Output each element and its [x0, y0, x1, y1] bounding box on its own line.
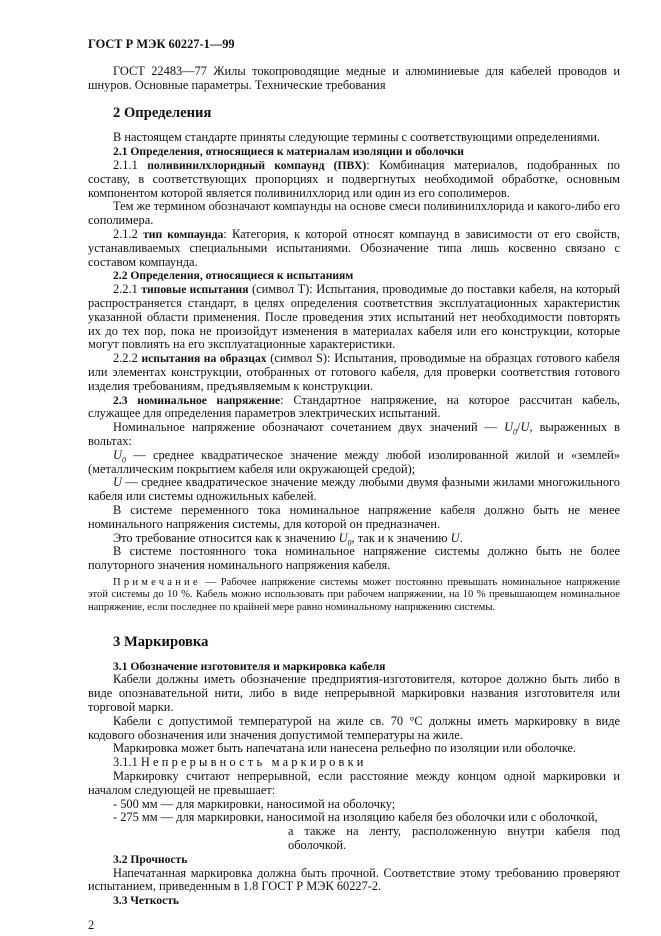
document-page — [88, 0, 620, 932]
p211b: Тем же термином обозначают компаунды на основе смеси поливинилхлорида и какого-либо его сополимера. — [88, 199, 620, 228]
list-item: - 500 мм — для маркировки, наносимой на оболочку; — [113, 796, 396, 811]
definition: (символ S): Испытания, проводимые на образцах готового кабеля или элементах конструкции, отобранных от готового кабеля, для проверки соответствия готового изделия требованиям, предъявляемым к конструкции. — [88, 351, 621, 393]
clause-number: 3.1.1 — [113, 755, 138, 770]
page-number: 2 — [88, 918, 95, 933]
s21-heading: 2.1 Определения, относящиеся к материалам изоляции и оболочки — [113, 145, 464, 159]
s31-p2: Кабели с допустимой температурой на жиле св. 70 °С должны иметь маркировку в виде кодового обозначения или значения допустимой температуры на жиле. — [88, 713, 620, 742]
text: — среднее квадратическое значение между любыми двумя фазными жилами многожильного кабеля или системы одножильных кабелей. — [88, 475, 620, 504]
u0-definition — [88, 449, 620, 477]
s32-text: Напечатанная маркировка должна быть прочной. Соответствие этому требованию проверяют испытанием, приведенным в 1.8 ГОСТ Р МЭК 60227-2. — [88, 865, 620, 894]
note-text: — Рабочее напряжение системы может постоянно превышать номинальное напряжение этой системы до 10 %. Кабель можно использовать при рабочем напряжении, на 10 % превышающем номинальное напряжение, если последнее по крайней мере равно номинальному напряжению системы. — [88, 576, 620, 614]
u-definition — [88, 476, 620, 504]
text: , так и к значению — [351, 530, 451, 545]
symbol-u: U — [113, 475, 122, 490]
text: Номинальное напряжение обозначают сочетанием двух значений — — [113, 420, 505, 435]
list-item: - 275 мм — для маркировки, наносимой на изоляцию кабеля без оболочки или с оболочкой, — [113, 810, 598, 825]
definition: : Стандартное напряжение, на которое рассчитан кабель, служащее для определения параметров электрических испытаний. — [88, 392, 620, 421]
note-label: Примечание — [113, 576, 201, 588]
p221 — [88, 283, 620, 352]
s31-p1: Кабели должны иметь обозначение предприятия-изготовителя, которое должно быть либо в виде опознавательной нити, либо в виде непрерывной маркировки названия изготовителя или торговой марки. — [88, 672, 620, 715]
s2-intro: В настоящем стандарте приняты следующие термины с соответствующими определениями. — [113, 130, 601, 145]
clause-number: 2.1.1 — [113, 157, 138, 172]
definition: : Комбинация материалов, подобранных по составу, в соответствующих пропорциях и подвергнутых необходимой обработке, основным компонентом которой является поливинилхлорид или один из его сополимеров. — [88, 157, 620, 200]
section-2-heading: 2 Определения — [113, 105, 212, 122]
term: тип компаунда — [143, 227, 224, 241]
definition: : Категория, к которой относят компаунд в зависимости от его свойств, устанавливаемых специальными испытаниями. Обозначение типа лишь косвенно связано с составом компаунда. — [88, 226, 620, 269]
p311-text: Маркировку считают непрерывной, если расстояние между концом одной маркировки и началом следующей не превышает: — [88, 769, 620, 797]
dc-paragraph: В системе постоянного тока номинальное напряжение системы должно быть не более полуторного значения номинального напряжения кабеля. — [88, 544, 620, 573]
term: типовые испытания — [141, 283, 249, 297]
symbol-u0: $U_0$ — [113, 447, 126, 465]
clause-number: 2.3 — [113, 393, 128, 407]
p211 — [88, 159, 620, 200]
s22-heading: 2.2 Определения, относящиеся к испытаниям — [113, 269, 354, 283]
p222 — [88, 352, 620, 393]
symbol-u0: $U_0$ — [504, 420, 518, 437]
p23b: Номинальное напряжение обозначают сочетанием двух значений — $U_0/U$, выраженных в вольтах: — [88, 420, 620, 448]
reference-paragraph: ГОСТ 22483—77 Жилы токопроводящие медные и алюминиевые для кабелей проводов и шнуров. Основные параметры. Технические требования — [88, 63, 620, 92]
document-header: ГОСТ Р МЭК 60227-1—99 — [88, 37, 235, 51]
clause-number: 2.2.1 — [113, 282, 138, 297]
symbol-u: U — [450, 530, 460, 545]
s31-p3: Маркировка может быть напечатана или нанесена рельефно по изоляции или оболочке. — [113, 741, 577, 756]
ac-paragraph: В системе переменного тока номинальное напряжение кабеля должно быть не менее номинального напряжения системы, для которой он предназначен. — [88, 502, 620, 531]
text: Это требование относится как к значению — [113, 530, 339, 545]
s31-heading: 3.1 Обозначение изготовителя и маркировка кабеля — [113, 659, 386, 673]
symbol-u0: $U_0$ — [338, 530, 352, 547]
note — [88, 577, 620, 615]
term: поливинилхлоридный компаунд (ПВХ) — [147, 158, 367, 172]
p311-heading — [88, 756, 620, 770]
text: , выраженных в вольтах: — [88, 420, 620, 448]
clause-number: 2.1.2 — [113, 226, 138, 241]
s33-heading: 3.3 Четкость — [113, 894, 180, 908]
clause-title: Непрерывность маркировки — [140, 755, 367, 770]
term: испытания на образцах — [141, 352, 267, 366]
p212 — [88, 228, 620, 269]
p23 — [88, 394, 620, 422]
definition: (символ T): Испытания, проводимые до поставки кабеля, на который распространяется стандарт, в целях определения соответствия эксплуатационных характеристик указанной области применения. После проведения этих испытаний нет необходимости повторять их до тех пор, пока не произойдут изменения в материалах кабеля или его конструкции, которые могут повлиять на его эксплуатационные характеристики. — [88, 282, 620, 352]
section-3-heading: 3 Маркировка — [113, 633, 209, 650]
s32-heading: 3.2 Прочность — [113, 852, 188, 866]
symbol-u: U — [520, 420, 530, 435]
clause-number: 2.2.2 — [113, 351, 138, 366]
text: — среднее квадратическое значение между любой изолированной жилой и «землей» (металлическим покрытием кабеля или окружающей средой); — [88, 447, 620, 476]
requirement-paragraph: Это требование относится как к значению $U_0$, так и к значению U. — [113, 530, 463, 547]
list-item-continuation: а также на ленту, расположенную внутри кабеля под оболочкой. — [288, 824, 620, 853]
term: номинальное напряжение — [137, 393, 281, 407]
